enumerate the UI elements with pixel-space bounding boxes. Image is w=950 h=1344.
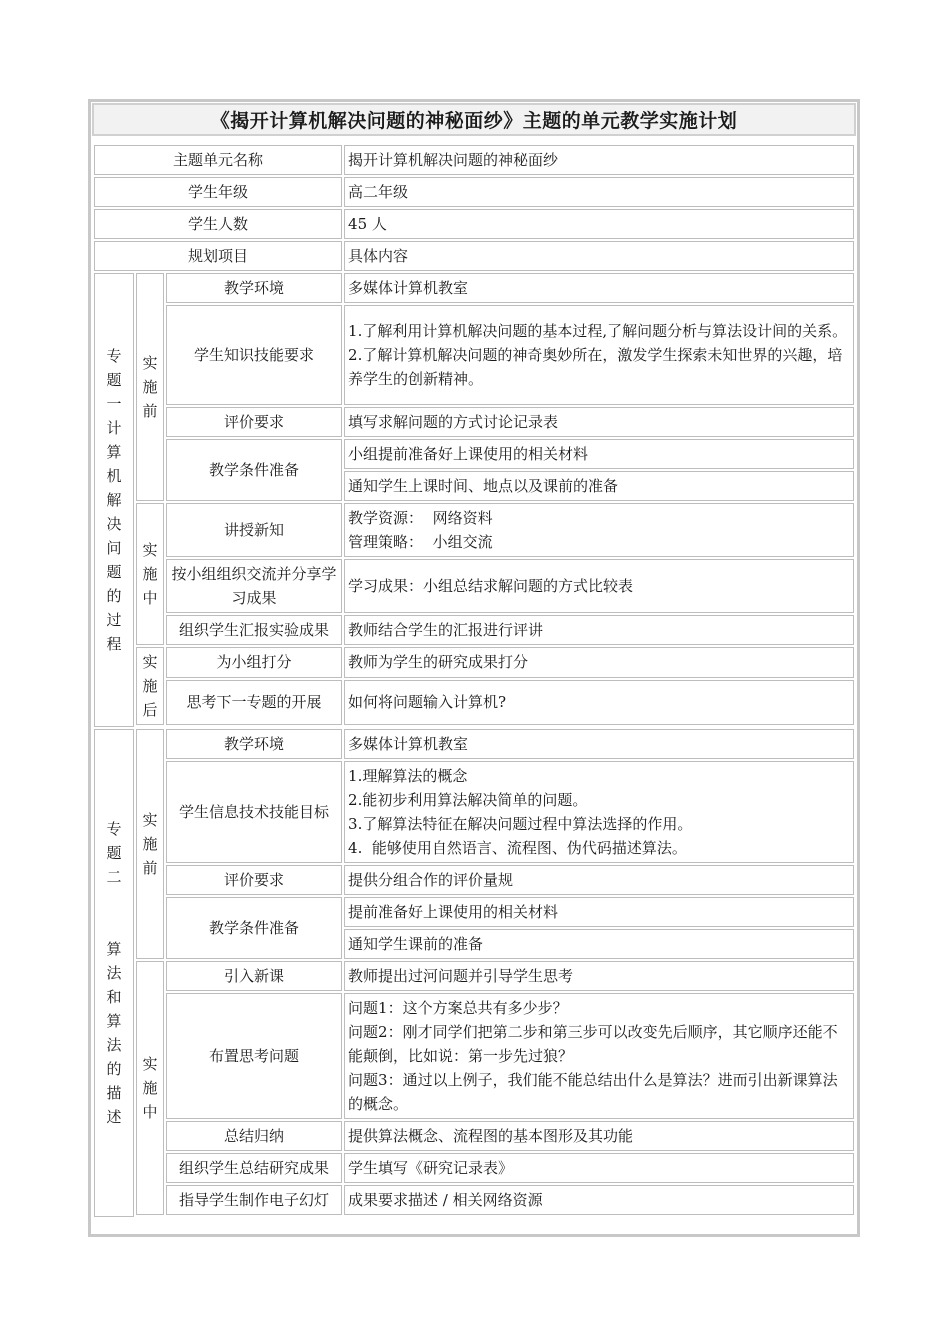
- topic2-prep-2: 通知学生课前的准备: [344, 929, 854, 959]
- plan-item-label: 规划项目: [94, 241, 342, 271]
- student-count-value: 45 人: [344, 209, 854, 239]
- topic1-report-label: 组织学生汇报实验成果: [166, 615, 342, 645]
- stage-text: 实 施 中: [142, 1055, 158, 1121]
- topic2-during-stage: [136, 961, 164, 1215]
- topic2-name-top: 专 题 二: [106, 820, 122, 886]
- topic1-teach-label: 讲授新知: [166, 503, 342, 557]
- topic1-env-value: 多媒体计算机教室: [344, 273, 854, 303]
- topic1-name: [94, 273, 134, 727]
- grade-label: 学生年级: [94, 177, 342, 207]
- topic1-prep-1: 小组提前准备好上课使用的相关材料: [344, 439, 854, 469]
- student-count-label: 学生人数: [94, 209, 342, 239]
- table-row: [94, 177, 854, 207]
- topic2-question-value: [344, 993, 854, 1119]
- table-row: [94, 897, 854, 927]
- topic1-skill-value: [344, 305, 854, 405]
- topic2-intro-label: 引入新课: [166, 961, 342, 991]
- topic2-env-value: 多媒体计算机教室: [344, 729, 854, 759]
- question-line: 问题3：通过以上例子，我们能不能总结出什么是算法？进而引出新课算法的概念。: [348, 1071, 838, 1113]
- question-line: 问题2：刚才同学们把第二步和第三步可以改变先后顺序，其它顺序还能不能颠倒，比如说：第一步先过狼？: [348, 1023, 838, 1065]
- skill-line: 1.了解利用计算机解决问题的基本过程,了解问题分析与算法设计间的关系。: [348, 322, 848, 340]
- skill-line: 3.了解算法特征在解决问题过程中算法选择的作用。: [348, 815, 693, 833]
- topic2-prep-label: 教学条件准备: [166, 897, 342, 959]
- topic1-group-value: 学习成果：小组总结求解问题的方式比较表: [344, 559, 854, 613]
- unit-name-value: 揭开计算机解决问题的神秘面纱: [344, 145, 854, 175]
- table-row: [94, 1121, 854, 1151]
- table-row: [94, 305, 854, 405]
- plan-table: [92, 143, 856, 1219]
- topic1-next-value: 如何将问题输入计算机?: [344, 680, 854, 725]
- topic2-summary-label: 总结归纳: [166, 1121, 342, 1151]
- grade-value: 高二年级: [344, 177, 854, 207]
- table-row: [94, 559, 854, 613]
- page-title: 《揭开计算机解决问题的神秘面纱》主题的单元教学实施计划: [92, 103, 856, 136]
- topic1-during-stage: [136, 503, 164, 645]
- table-row: [94, 273, 854, 303]
- table-row: [94, 615, 854, 645]
- topic1-skill-label: 学生知识技能要求: [166, 305, 342, 405]
- topic1-prep-2: 通知学生上课时间、地点以及课前的准备: [344, 471, 854, 501]
- table-row: [94, 961, 854, 991]
- topic2-skill-value: [344, 761, 854, 863]
- topic1-score-value: 教师为学生的研究成果打分: [344, 647, 854, 678]
- topic2-before-stage: [136, 729, 164, 959]
- table-row: [94, 439, 854, 469]
- table-row: [94, 865, 854, 895]
- topic1-report-value: 教师结合学生的汇报进行评讲: [344, 615, 854, 645]
- topic2-prep-1: 提前准备好上课使用的相关材料: [344, 897, 854, 927]
- topic1-before-stage: [136, 273, 164, 501]
- table-row: [94, 729, 854, 759]
- topic1-prep-label: 教学条件准备: [166, 439, 342, 501]
- topic2-eval-value: 提供分组合作的评价量规: [344, 865, 854, 895]
- topic2-skill-label: 学生信息技术技能目标: [166, 761, 342, 863]
- topic2-intro-value: 教师提出过河问题并引导学生思考: [344, 961, 854, 991]
- plan-item-value: 具体内容: [344, 241, 854, 271]
- topic2-slides-value: 成果要求描述 / 相关网络资源: [344, 1185, 854, 1215]
- topic1-score-label: 为小组打分: [166, 647, 342, 678]
- unit-name-label: 主题单元名称: [94, 145, 342, 175]
- topic1-group-label: 按小组组织交流并分享学习成果: [166, 559, 342, 613]
- stage-text: 实 施 前: [142, 811, 158, 877]
- topic2-name: [94, 729, 134, 1217]
- table-row: [94, 761, 854, 863]
- table-row: [94, 241, 854, 271]
- table-row: [94, 145, 854, 175]
- topic2-question-label: 布置思考问题: [166, 993, 342, 1119]
- topic2-summary-value: 提供算法概念、流程图的基本图形及其功能: [344, 1121, 854, 1151]
- topic2-eval-label: 评价要求: [166, 865, 342, 895]
- table-row: [94, 680, 854, 725]
- question-line: 问题1：这个方案总共有多少步？: [348, 999, 568, 1017]
- skill-line: 2.了解计算机解决问题的神奇奥妙所在，激发学生探索未知世界的兴趣，培养学生的创新精神。: [348, 346, 843, 388]
- stage-text: 实 施 前: [142, 354, 158, 420]
- topic1-next-label: 思考下一专题的开展: [166, 680, 342, 725]
- table-row: [94, 1153, 854, 1183]
- topic2-research-value: 学生填写《研究记录表》: [344, 1153, 854, 1183]
- table-row: [94, 209, 854, 239]
- table-row: [94, 647, 854, 678]
- topic2-env-label: 教学环境: [166, 729, 342, 759]
- stage-text: 实 施 后: [142, 653, 158, 719]
- resource-line: 教学资源： 网络资料: [348, 509, 493, 527]
- topic2-slides-label: 指导学生制作电子幻灯: [166, 1185, 342, 1215]
- table-row: [94, 503, 854, 557]
- topic2-name-bottom: 算 法 和 算 法 的 描 述: [106, 940, 122, 1126]
- table-row: [94, 1185, 854, 1215]
- topic1-eval-label: 评价要求: [166, 407, 342, 437]
- topic1-after-stage: [136, 647, 164, 725]
- skill-line: 1.理解算法的概念: [348, 767, 468, 785]
- topic1-name-text: 专 题 一 计 算 机 解 决 问 题 的 过 程: [106, 347, 122, 653]
- stage-text: 实 施 中: [142, 541, 158, 607]
- topic1-env-label: 教学环境: [166, 273, 342, 303]
- skill-line: 2.能初步利用算法解决简单的问题。: [348, 791, 588, 809]
- topic1-teach-value: [344, 503, 854, 557]
- strategy-line: 管理策略： 小组交流: [348, 533, 493, 551]
- skill-line: 4. 能够使用自然语言、流程图、伪代码描述算法。: [348, 839, 687, 857]
- table-row: [94, 407, 854, 437]
- topic1-eval-value: 填写求解问题的方式讨论记录表: [344, 407, 854, 437]
- table-row: [94, 993, 854, 1119]
- topic2-research-label: 组织学生总结研究成果: [166, 1153, 342, 1183]
